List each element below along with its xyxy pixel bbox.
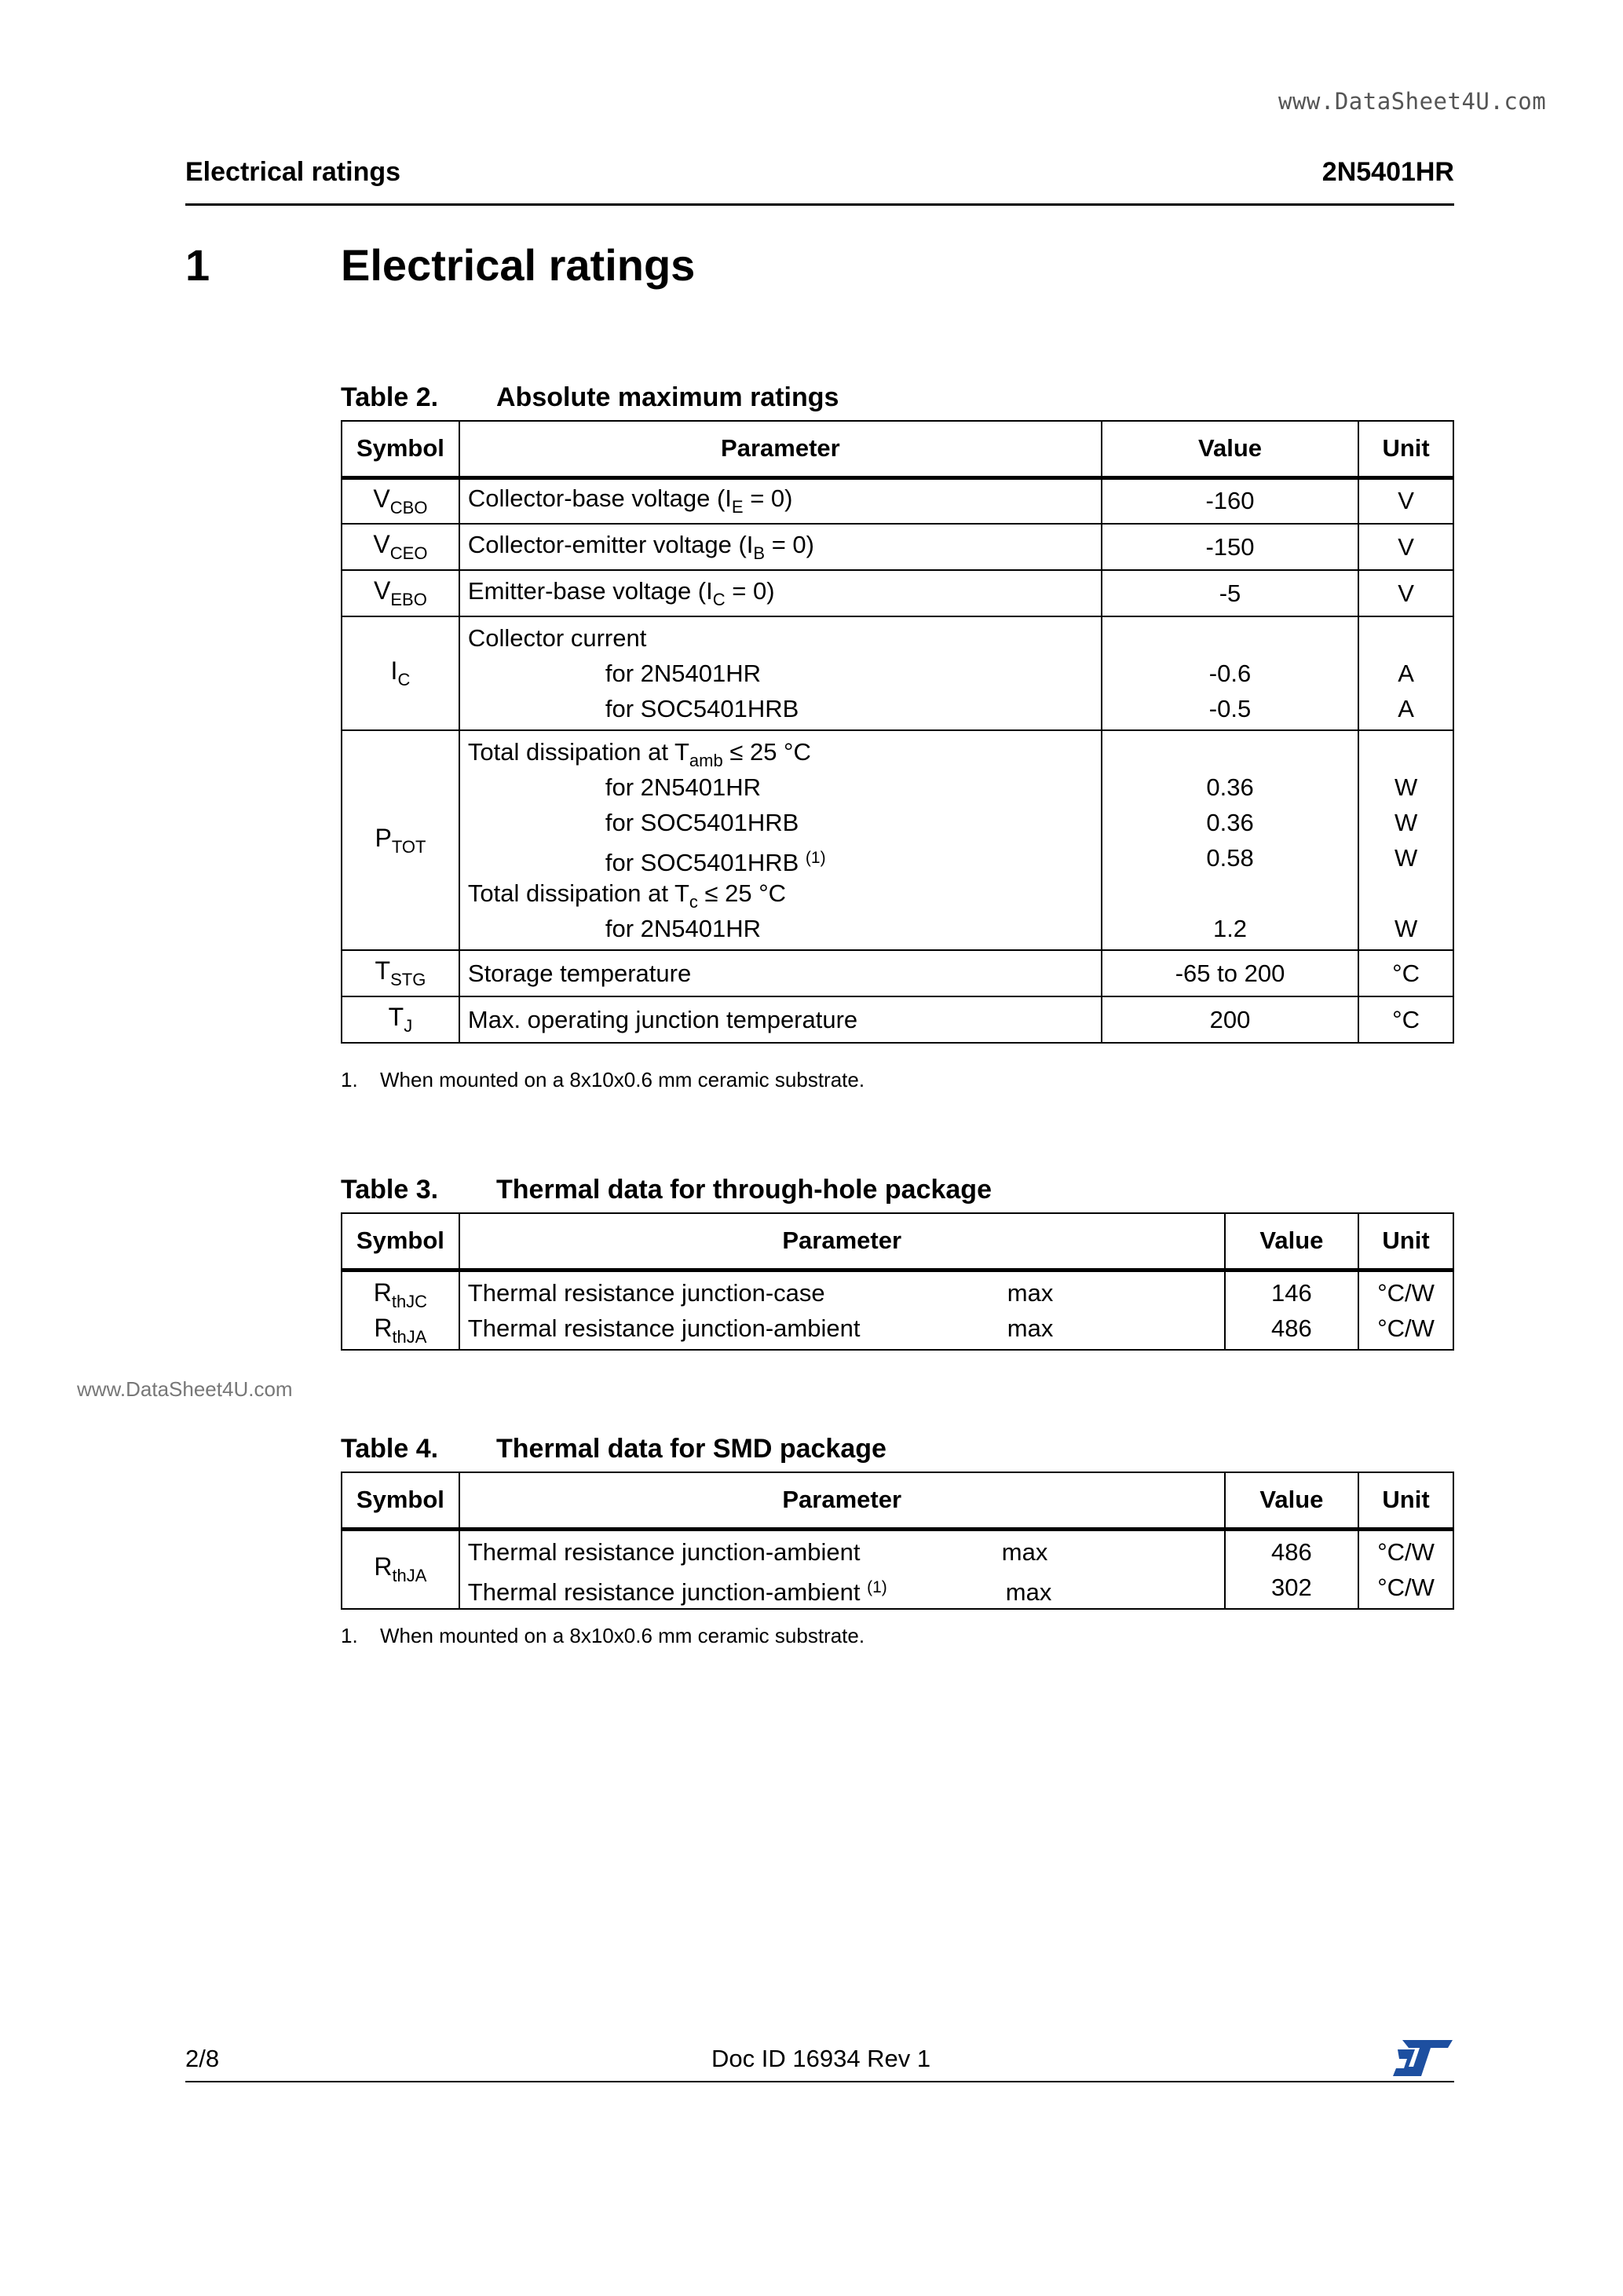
table-row	[342, 524, 1453, 570]
table-row	[342, 570, 1453, 616]
value-cell: -150	[1102, 524, 1358, 570]
value-cell: 0.36 0.36 0.58 1.2	[1102, 730, 1358, 950]
symbol-cell: $P_{TOT}$	[342, 730, 459, 950]
table2-title: Absolute maximum ratings	[496, 382, 839, 412]
symbol-cell: $R_{thJA}$	[342, 1529, 459, 1609]
value-cell: 146 486	[1225, 1270, 1359, 1350]
table-row	[342, 477, 1453, 524]
symbol-cell: $V_{CEO}$	[342, 524, 459, 570]
parameter-cell: Collector current for 2N5401HR for SOC5401HRB	[459, 616, 1102, 730]
parameter-cell: Thermal resistance junction-case max Thermal resistance junction-ambient max	[459, 1270, 1225, 1350]
table4-caption	[341, 1434, 886, 1464]
table-row	[342, 996, 1453, 1043]
symbol-cell: $T_J$	[342, 996, 459, 1043]
header-symbol: Symbol	[342, 1213, 459, 1270]
table2-label: Table 2.	[341, 382, 439, 412]
unit-cell: V	[1358, 570, 1453, 616]
header-value: Value	[1102, 421, 1358, 477]
table-row	[342, 1270, 1453, 1350]
unit-cell: A A	[1358, 616, 1453, 730]
header-unit: Unit	[1358, 1213, 1453, 1270]
header-unit: Unit	[1358, 1472, 1453, 1529]
value-cell: -65 to 200	[1102, 950, 1358, 996]
unit-cell: °C	[1358, 996, 1453, 1043]
value-cell: -0.6 -0.5	[1102, 616, 1358, 730]
table3-label: Table 3.	[341, 1175, 439, 1205]
unit-cell: V	[1358, 524, 1453, 570]
header-unit: Unit	[1358, 421, 1453, 477]
table-row	[342, 950, 1453, 996]
header-symbol: Symbol	[342, 421, 459, 477]
table2-caption	[341, 382, 839, 413]
header-value: Value	[1225, 1213, 1359, 1270]
parameter-cell: Storage temperature	[459, 950, 1102, 996]
watermark-top: www.DataSheet4U.com	[1278, 88, 1547, 115]
unit-cell: V	[1358, 477, 1453, 524]
parameter-cell: Max. operating junction temperature	[459, 996, 1102, 1043]
table3-caption	[341, 1175, 992, 1205]
st-logo-icon	[1391, 2038, 1454, 2078]
parameter-cell: Collector-emitter voltage $(I_B = 0)$	[459, 524, 1102, 570]
page-footer	[185, 2045, 1454, 2082]
table-header-row	[342, 421, 1453, 477]
symbol-cell: $I_C$	[342, 616, 459, 730]
table-header-row	[342, 1213, 1453, 1270]
table-row	[342, 1529, 1453, 1609]
table2-footnote: 1. When mounted on a 8x10x0.6 mm ceramic substrate.	[341, 1068, 865, 1091]
unit-cell: °C/W °C/W	[1358, 1529, 1453, 1609]
header-parameter: Parameter	[459, 421, 1102, 477]
table3-title: Thermal data for through-hole package	[496, 1175, 992, 1205]
value-cell: 486 302	[1225, 1529, 1359, 1609]
parameter-cell: Collector-base voltage $(I_E = 0)$	[459, 477, 1102, 524]
parameter-cell: Emitter-base voltage $(I_C = 0)$	[459, 570, 1102, 616]
table3-thermal-through-hole	[341, 1212, 1454, 1351]
value-cell: -5	[1102, 570, 1358, 616]
table-row	[342, 616, 1453, 730]
watermark-side: www.DataSheet4U.com	[77, 1377, 293, 1401]
page-number: 2/8	[185, 2045, 220, 2072]
header-value: Value	[1225, 1472, 1359, 1529]
section-number: 1	[185, 240, 210, 290]
doc-id: Doc ID 16934 Rev 1	[711, 2045, 931, 2072]
value-cell: 200	[1102, 996, 1358, 1043]
table-row	[342, 730, 1453, 950]
header-parameter: Parameter	[459, 1213, 1225, 1270]
unit-cell: °C/W °C/W	[1358, 1270, 1453, 1350]
header-section: Electrical ratings	[185, 157, 401, 187]
table-header-row	[342, 1472, 1453, 1529]
parameter-cell: Thermal resistance junction-ambient max Thermal resistance junction-ambient $^{(1)}$ max	[459, 1529, 1225, 1609]
symbol-cell: $V_{EBO}$	[342, 570, 459, 616]
header-part: 2N5401HR	[1321, 157, 1454, 187]
unit-cell: W W W W	[1358, 730, 1453, 950]
symbol-cell: $V_{CBO}$	[342, 477, 459, 524]
table2-absolute-maximum-ratings	[341, 420, 1454, 1044]
page-header	[185, 157, 1454, 206]
section-title: Electrical ratings	[341, 240, 696, 290]
symbol-cell: $T_{STG}$	[342, 950, 459, 996]
symbol-cell: $R_{thJC}$ $R_{thJA}$	[342, 1270, 459, 1350]
parameter-cell: Total dissipation at $T_{amb} \le 25$ °C for 2N5401HR for SOC5401HRB for SOC5401HRB $^{(1)}$ Total dissipation at $T_c \le 25$ °C for 2N5401HR	[459, 730, 1102, 950]
table4-thermal-smd	[341, 1472, 1454, 1610]
value-cell: -160	[1102, 477, 1358, 524]
unit-cell: °C	[1358, 950, 1453, 996]
header-parameter: Parameter	[459, 1472, 1225, 1529]
table4-label: Table 4.	[341, 1434, 439, 1464]
header-symbol: Symbol	[342, 1472, 459, 1529]
table4-title: Thermal data for SMD package	[496, 1434, 886, 1464]
table4-footnote: 1. When mounted on a 8x10x0.6 mm ceramic substrate.	[341, 1624, 865, 1647]
